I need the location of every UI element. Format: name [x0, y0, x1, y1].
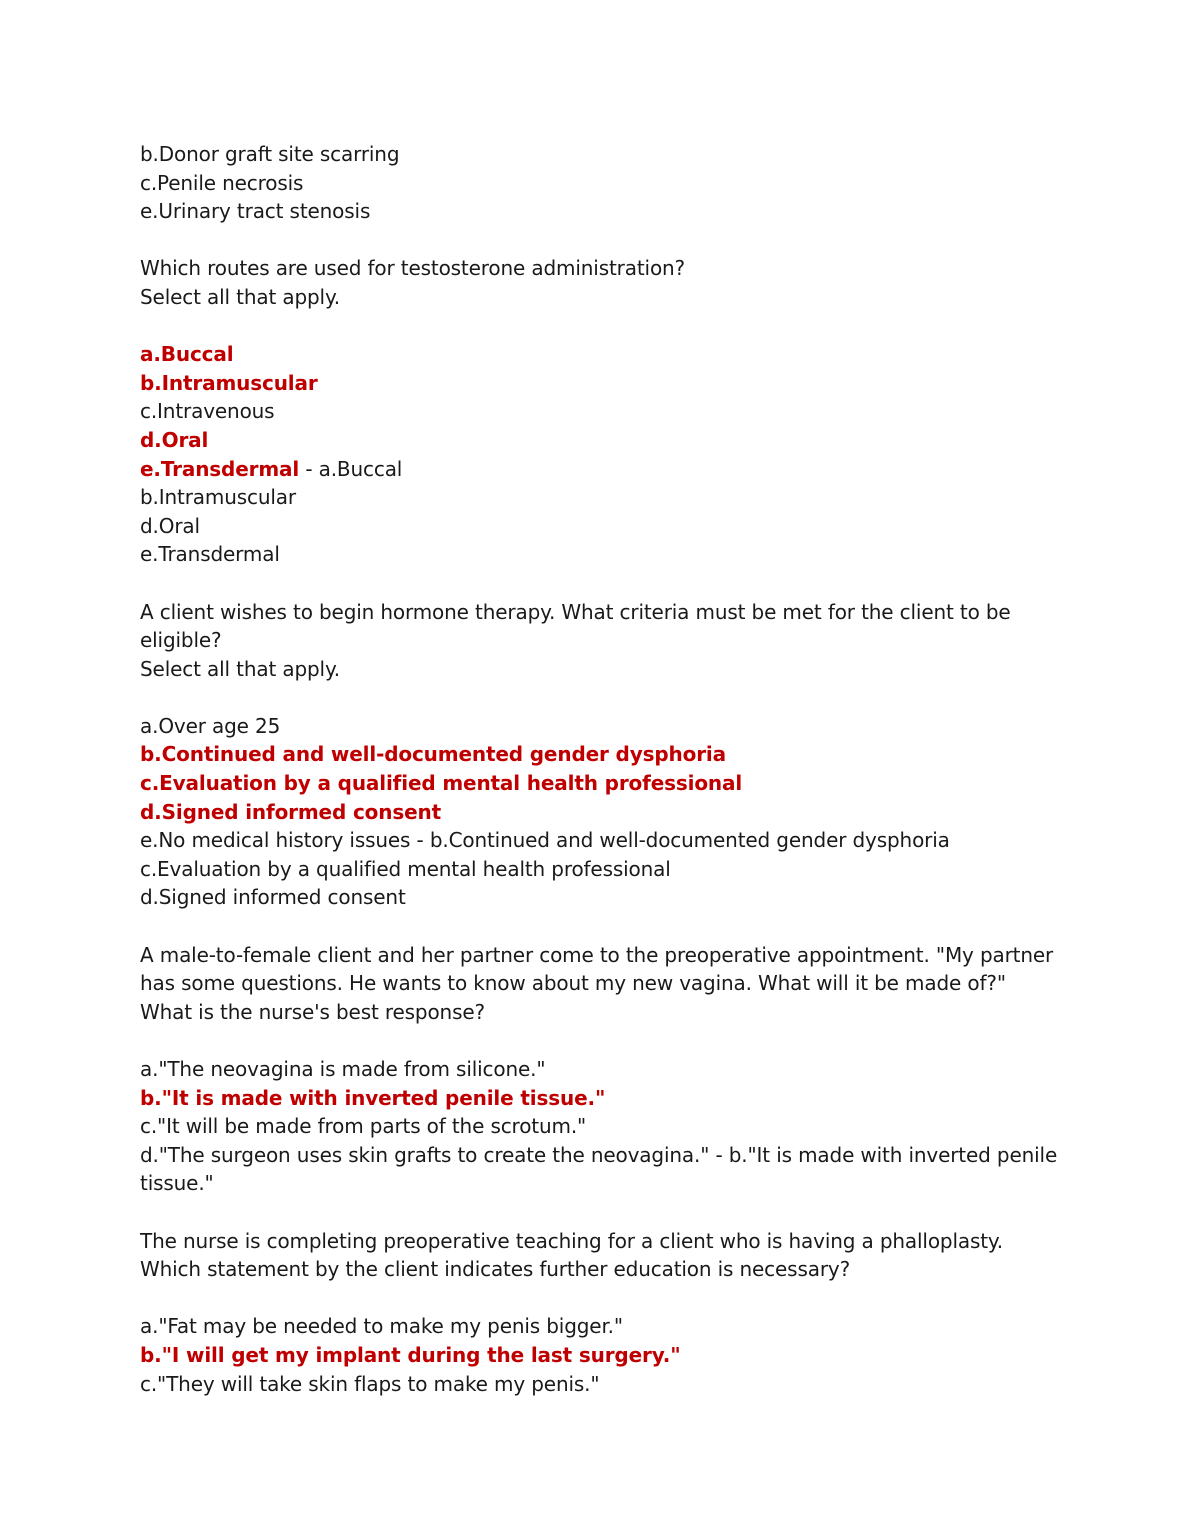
option-correct: a.Buccal	[140, 342, 234, 367]
question-text: Which routes are used for testosterone administration?	[140, 256, 686, 281]
answer-key: d.Oral	[140, 513, 200, 538]
option: a.Over age 25	[140, 713, 281, 738]
option-correct: d.Oral	[140, 427, 209, 452]
answer-key: c.Evaluation by a qualified mental health professional	[140, 856, 671, 881]
answer-key: b.Intramuscular	[140, 485, 296, 510]
option-with-answer	[140, 826, 1060, 855]
option: e.No medical history issues	[140, 828, 411, 853]
option-correct: c.Evaluation by a qualified mental health professional	[140, 771, 743, 796]
question-instruction: Select all that apply.	[140, 656, 341, 681]
question-text: A male-to-female client and her partner come to the preoperative appointment. "My partner has some questions. He wants to know about my new vagina. What will it be made of?" What is the nurse's best response?	[140, 942, 1054, 1024]
answer-key: d.Signed informed consent	[140, 885, 406, 910]
option: d."The surgeon uses skin grafts to create the neovagina."	[140, 1142, 710, 1167]
option-correct: b."I will get my implant during the last surgery."	[140, 1342, 681, 1367]
answer-key: b.Continued and well-documented gender dysphoria	[429, 828, 950, 853]
option: a."The neovagina is made from silicone."	[140, 1057, 546, 1081]
prev-answer-line: c.Penile necrosis	[140, 170, 304, 195]
answer-key: - b."It is made with inverted penile tissue."	[140, 1142, 1058, 1196]
option-correct: b."It is made with inverted penile tissue."	[140, 1085, 606, 1110]
document-page	[140, 140, 1060, 1398]
option-correct: d.Signed informed consent	[140, 799, 442, 824]
option: a."Fat may be needed to make my penis bigger."	[140, 1314, 623, 1339]
option: c."They will take skin flaps to make my penis."	[140, 1371, 600, 1396]
option-with-answer	[140, 455, 1060, 484]
option: c.Intravenous	[140, 399, 275, 424]
prev-answer-line: e.Urinary tract stenosis	[140, 199, 371, 224]
answer-key: a.Buccal	[318, 456, 403, 481]
question-instruction: Select all that apply.	[140, 284, 341, 309]
answer-key: e.Transdermal	[140, 542, 280, 567]
option-correct: b.Continued and well-documented gender dysphoria	[140, 742, 726, 767]
option-correct: e.Transdermal	[140, 456, 300, 481]
option: c."It will be made from parts of the scrotum."	[140, 1114, 587, 1139]
answer-separator: -	[410, 828, 430, 853]
prev-answer-line: b.Donor graft site scarring	[140, 142, 400, 166]
answer-separator: -	[299, 456, 319, 481]
question-text: The nurse is completing preoperative teaching for a client who is having a phalloplasty. Which statement by the client indicates further education is necessary?	[140, 1228, 1003, 1282]
question-text: A client wishes to begin hormone therapy. What criteria must be met for the client to be eligible?	[140, 599, 1011, 653]
option-correct: b.Intramuscular	[140, 370, 318, 395]
option-with-answer	[140, 1141, 1060, 1198]
